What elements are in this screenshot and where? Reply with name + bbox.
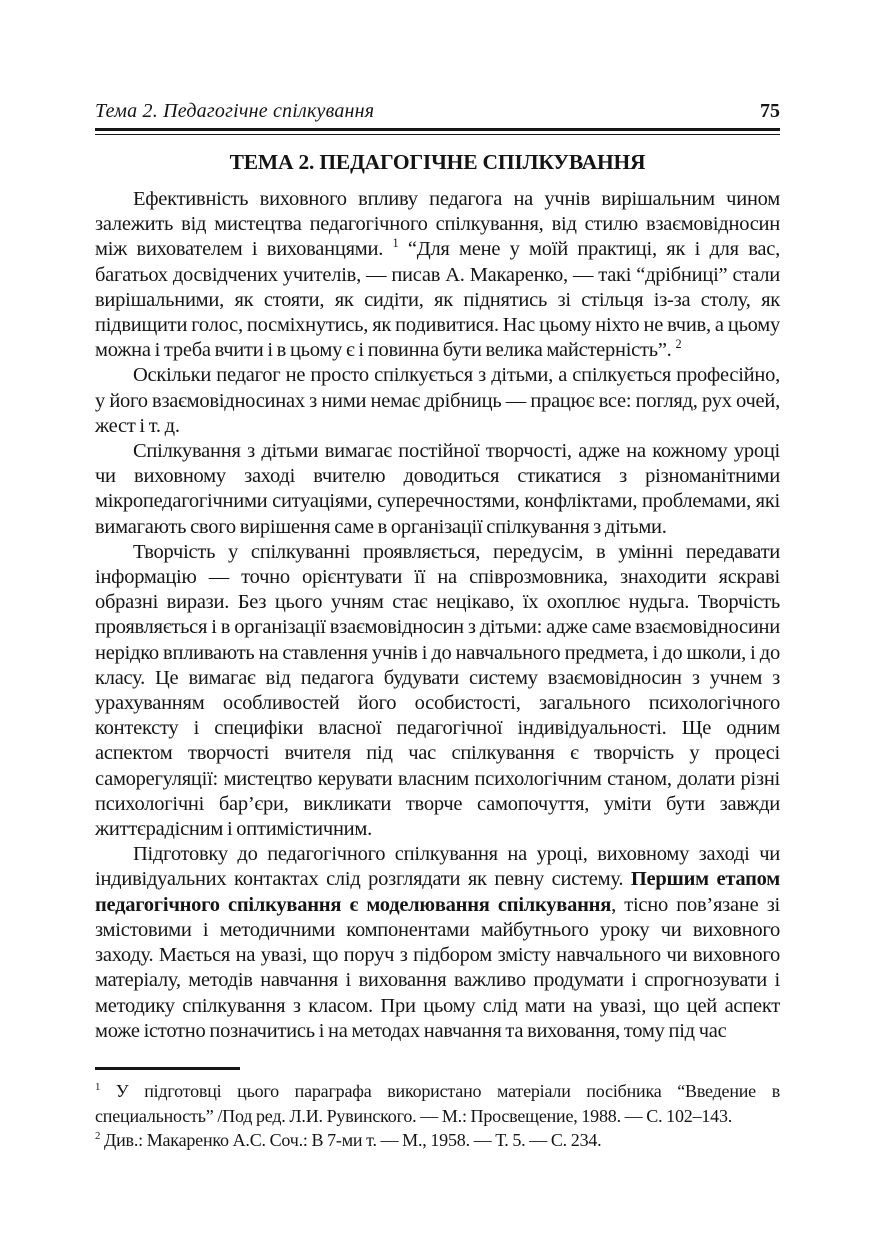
page-number: 75 xyxy=(760,100,780,122)
body-paragraph: Ефективність виховного впливу педагога на учнів вирішальним чином залежить від мистецтва педагогічного спілкування, від стилю взаємовідносин між вихователем і вихованцями. $^1$ “Для мене у моїй практиці, як і для вас, багатьох досвідчених учителів, — писав А. Макаренко, — такі “дрібниці” стали вирішальними, як стояти, як сидіти, як піднятись зі стільця із-за столу, як підвищити голос, посміхнутись, як подивитися. Нас цьому ніхто не вчив, а цьому можна і треба вчити і в цьому є і повинна бути велика майстерність”. $^2$ xyxy=(95,188,780,362)
body-paragraph: Оскільки педагог не просто спілкується з дітьми, а спілкується професійно, у його взаємовідносинах з ними немає дрібниць — працює все: погляд, рух очей, жест і т. д. xyxy=(95,364,780,437)
body-paragraph: Спілкування з дітьми вимагає постійної творчості, адже на кожному уроці чи виховному заході вчителю доводиться стикатися з різноманітними мікропедагогічними ситуаціями, суперечностями, конфліктами, проблемами, які вимагають свого вирішення саме в організації спілкування з дітьми. xyxy=(95,440,780,538)
body-paragraph: Підготовку до педагогічного спілкування на уроці, виховному заході чи індивідуальних контактах слід розглядати як певну систему. Першим етапом педагогічного спілкування є моделювання спілкування, тісно пов’язане зі змістовими і методичними компонентами майбутнього уроку чи виховного заходу. Мається на увазі, що поруч з підбором змісту навчального чи виховного матеріалу, методів навчання і виховання важливо продумати і спрогнозувати і методику спілкування з класом. При цьому слід мати на увазі, що цей аспект може істотно позначитись і на методах навчання та виховання, тому під час xyxy=(95,843,781,1042)
running-header-title: Тема 2. Педагогічне спілкування xyxy=(95,100,375,122)
running-header xyxy=(95,100,780,123)
body-paragraph: Творчість у спілкуванні проявляється, передусім, в умінні передавати інформацію — точно орієнтувати її на співрозмовника, знаходити яскраві образні вирази. Без цього учням стає нецікаво, їх охоплює нудьга. Творчість проявляється і в організації взаємовідносин з дітьми: адже саме взаємовідносини нерідко впливають на ставлення учнів і до навчального предмета, і до школи, і до класу. Це вимагає від педагога будувати систему взаємовідносин з учнем з урахуванням особливостей його особистості, загального психологічного контексту і специфіки власної педагогічної індивідуальності. Ще одним аспектом творчості вчителя під час спілкування є творчість у процесі саморегуляції: мистецтво керувати власним психологічним станом, долати різні психологічні бар’єри, викликати творче самопочуття, уміти бути завжди життєрадісним і оптимістичним. xyxy=(95,540,780,841)
page-title: ТЕМА 2. ПЕДАГОГІЧНЕ СПІЛКУВАННЯ xyxy=(229,150,646,174)
body-text xyxy=(95,187,780,1044)
footnotes xyxy=(95,1067,780,1152)
footnote: $^1$ У підготовці цього параграфа використано матеріали посібника “Введение в специальность” /Под ред. Л.И. Рувинского. — М.: Просвещение, 1988. — С. 102–143. xyxy=(95,1081,780,1126)
footnote-separator xyxy=(95,1067,240,1070)
footnote: $^2$ Див.: Макаренко А.С. Соч.: В 7-ми т. — М., 1958. — Т. 5. — С. 234. xyxy=(95,1129,602,1150)
header-double-rule xyxy=(95,128,780,135)
